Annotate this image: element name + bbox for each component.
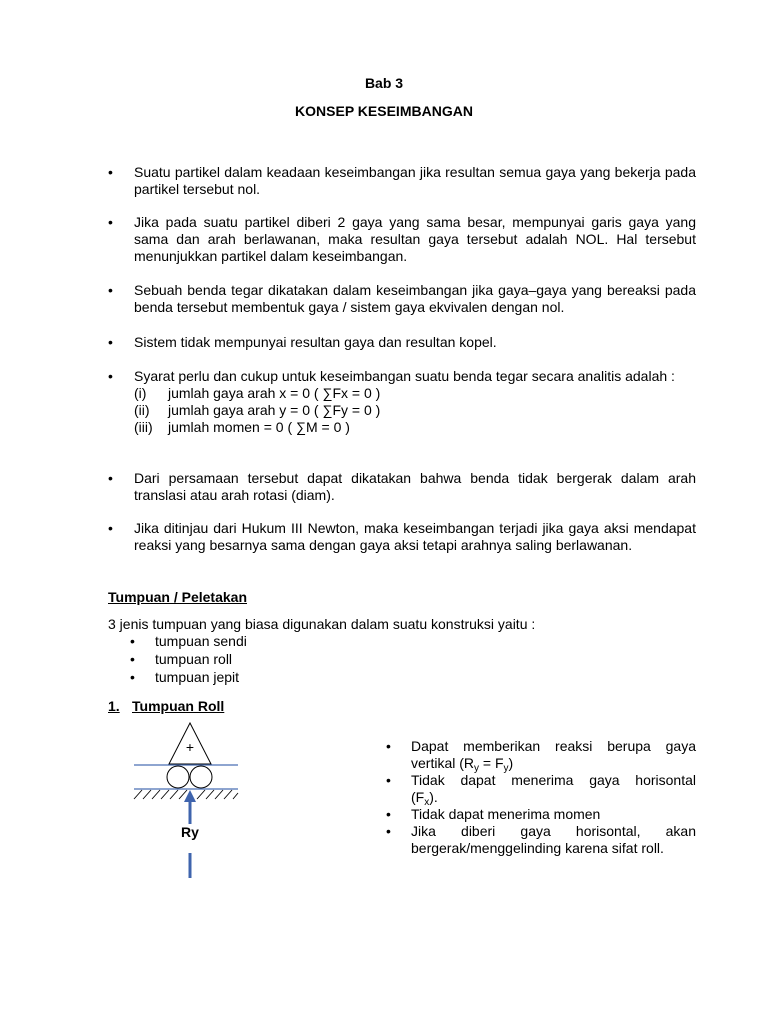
bullet-icon: • <box>108 282 113 298</box>
condition-row <box>134 419 696 436</box>
list-item <box>108 214 696 265</box>
list-item-text: vertikal $(R_y = F_y)$ <box>411 755 514 774</box>
list-item <box>108 282 696 316</box>
section-heading: Tumpuan / Peletakan <box>108 589 247 605</box>
condition-number: (i) <box>134 385 147 401</box>
bullet-icon: • <box>108 334 113 350</box>
subsection-number: 1. <box>108 698 120 714</box>
bullet-icon: • <box>386 823 391 839</box>
equilibrium-conditions <box>134 385 696 436</box>
section-intro: 3 jenis tumpuan yang biasa digunakan dalam suatu konstruksi yaitu : <box>108 616 536 632</box>
bullet-icon: • <box>108 368 113 384</box>
list-item <box>130 633 247 651</box>
condition-row <box>134 402 696 419</box>
roll-support-diagram <box>120 718 250 886</box>
list-item-text: tumpuan roll <box>155 651 233 667</box>
bullet-icon: • <box>108 470 113 486</box>
roller-circle <box>167 766 189 788</box>
condition-row <box>134 385 696 402</box>
list-item-text: $(F_x)$. <box>411 789 438 808</box>
list-item-text: Jika pada suatu partikel diberi 2 gaya yang sama besar, mempunyai garis gaya yang sama dan arah berlawanan, maka resultan gaya tersebut adalah NOL. Hal tersebut menunjukkan partikel dalam keseimbangan. <box>134 214 696 264</box>
ground-hatching <box>134 790 238 799</box>
list-item-text: Suatu partikel dalam keadaan keseimbangan jika resultan semua gaya yang bekerja pada partikel tersebut nol. <box>134 164 696 197</box>
bullet-icon: • <box>108 214 113 230</box>
page-title: KONSEP KESEIMBANGAN <box>295 103 473 119</box>
condition-number: (iii) <box>134 419 153 435</box>
list-item-text: Tidak dapat menerima momen <box>411 806 601 822</box>
bullet-icon: • <box>130 633 135 649</box>
roll-properties-list <box>386 738 696 857</box>
subsection-heading: Tumpuan Roll <box>132 698 225 714</box>
list-item <box>130 669 247 687</box>
list-item-text: Sistem tidak mempunyai resultan gaya dan resultan kopel. <box>134 334 497 350</box>
list-item <box>108 334 696 351</box>
condition-text: jumlah gaya arah y = 0 ( ∑Fy = 0 ) <box>168 402 381 418</box>
list-item <box>108 164 696 198</box>
list-item-text: Dari persamaan tersebut dapat dikatakan bahwa benda tidak bergerak dalam arah translasi atau arah rotasi (diam). <box>134 470 696 503</box>
list-item <box>108 520 696 554</box>
list-item <box>108 368 696 436</box>
condition-text: jumlah momen = 0 ( ∑M = 0 ) <box>168 419 350 435</box>
list-item <box>130 651 247 669</box>
list-item-text: tumpuan sendi <box>155 633 247 649</box>
bullet-icon: • <box>386 738 391 754</box>
condition-text: jumlah gaya arah x = 0 ( ∑Fx = 0 ) <box>168 385 381 401</box>
list-item-text: Jika diberi gaya horisontal, akan bergerak/menggelinding karena sifat roll. <box>411 823 696 856</box>
list-item <box>386 772 696 806</box>
list-item <box>386 738 696 772</box>
list-item-text: Dapat memberikan reaksi berupa gaya <box>411 738 696 754</box>
list-item <box>386 823 696 857</box>
list-item <box>108 470 696 504</box>
bullet-icon: • <box>108 164 113 180</box>
bullet-icon: • <box>130 651 135 667</box>
roller-circle <box>190 766 212 788</box>
bullet-icon: • <box>130 669 135 685</box>
bullet-icon: • <box>386 806 391 822</box>
list-item-text: Sebuah benda tegar dikatakan dalam keseimbangan jika gaya–gaya yang bereaksi pada benda tersebut membentuk gaya / sistem gaya ekvivalen dengan nol. <box>134 282 696 315</box>
chapter-label: Bab 3 <box>364 75 404 91</box>
list-item-text: Tidak dapat menerima gaya horisontal <box>411 772 696 788</box>
reaction-label: Ry <box>181 824 199 840</box>
list-item <box>386 806 696 823</box>
bullet-icon: • <box>108 520 113 536</box>
bullet-icon: • <box>386 772 391 788</box>
support-types-list <box>130 633 247 687</box>
list-item-text: tumpuan jepit <box>155 669 240 685</box>
hinge-symbol: + <box>185 739 195 755</box>
list-item-text: Jika ditinjau dari Hukum III Newton, maka keseimbangan terjadi jika gaya aksi mendapat reaksi yang besarnya sama dengan gaya aksi tetapi arahnya saling berlawanan. <box>134 520 696 553</box>
list-item-text: Syarat perlu dan cukup untuk keseimbangan suatu benda tegar secara analitis adalah : <box>134 368 675 384</box>
condition-number: (ii) <box>134 402 150 418</box>
